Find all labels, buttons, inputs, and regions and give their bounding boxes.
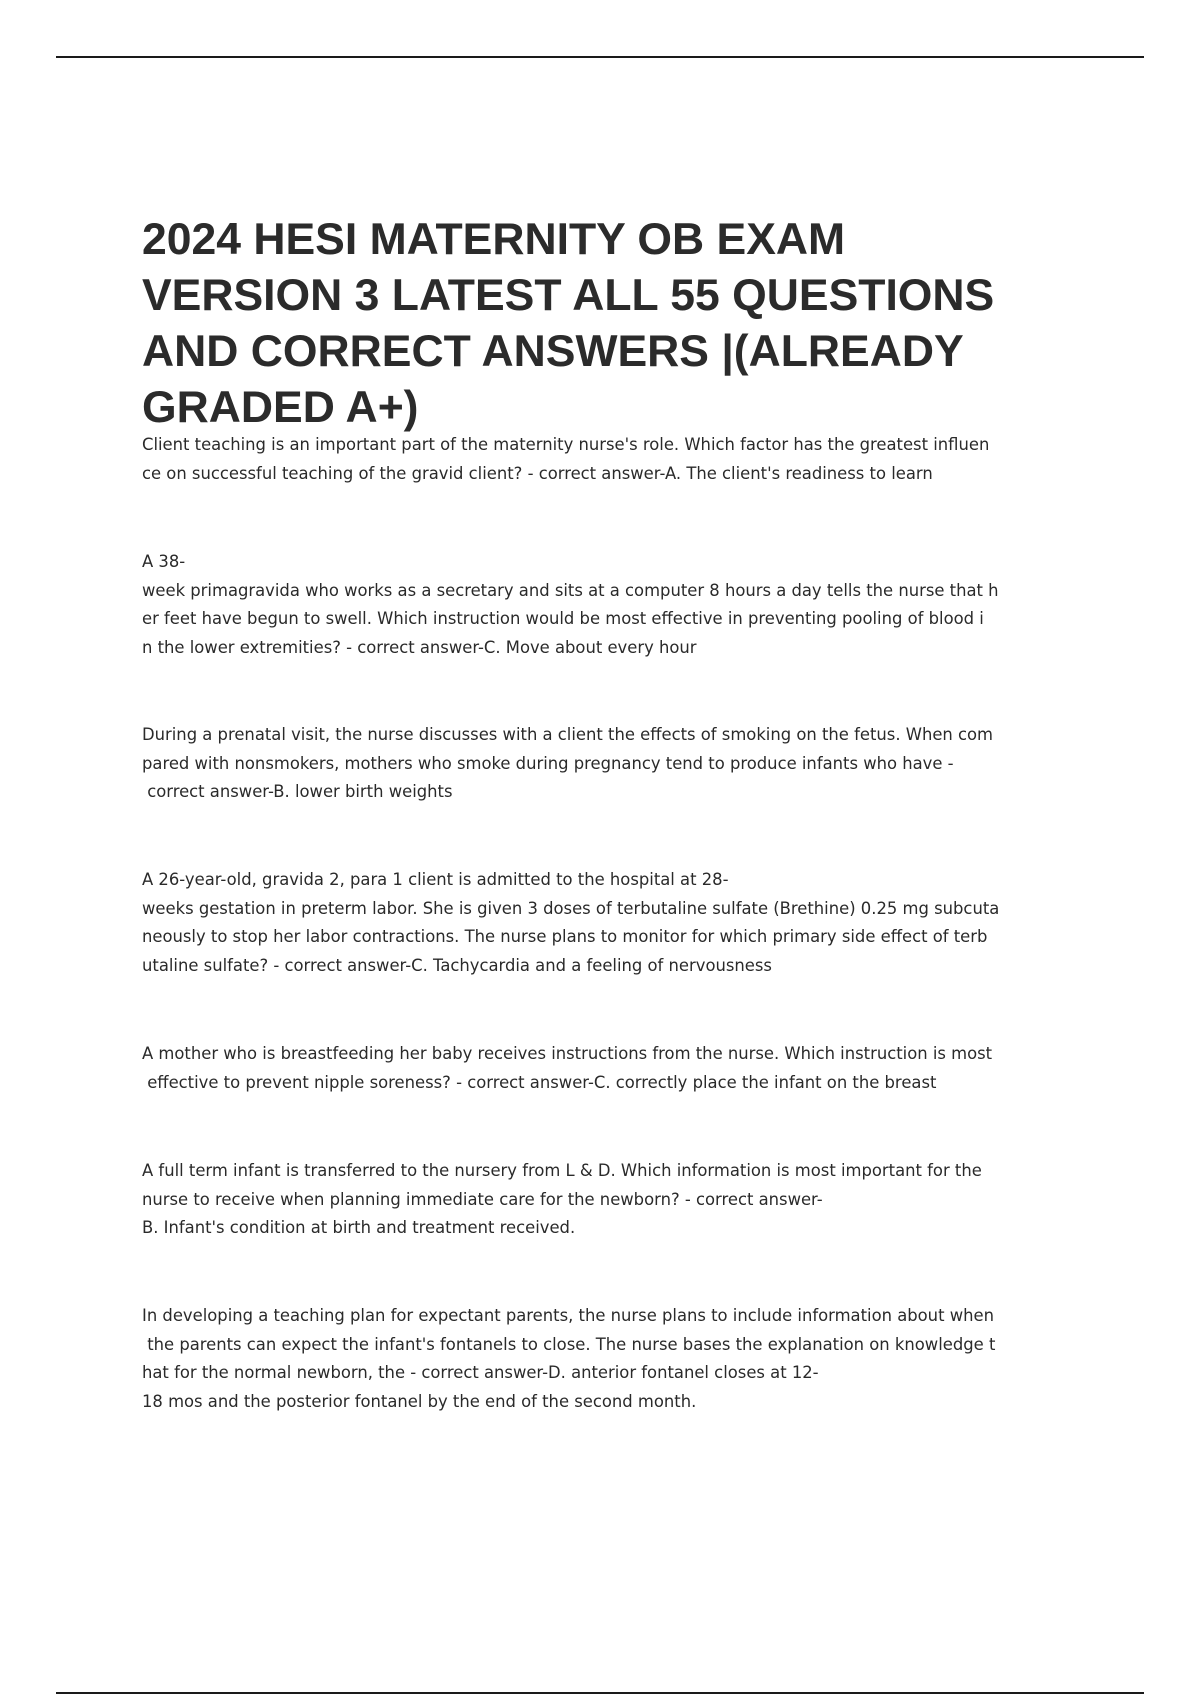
text-line: A 26-year-old, gravida 2, para 1 client is admitted to the hospital at 28- xyxy=(142,870,729,889)
question-answer-7 xyxy=(142,1302,1062,1416)
question-answer-1 xyxy=(142,431,1062,488)
text-line: n the lower extremities? - correct answer-C. Move about every hour xyxy=(142,637,697,657)
question-answer-5 xyxy=(142,1040,1062,1097)
text-line: pared with nonsmokers, mothers who smoke during pregnancy tend to produce infants who have - xyxy=(142,753,954,773)
question-answer-3 xyxy=(142,721,1062,807)
top-rule xyxy=(56,56,1144,58)
question-answer-6 xyxy=(142,1157,1062,1243)
text-line: the parents can expect the infant's fontanels to close. The nurse bases the explanation on knowledge t xyxy=(142,1334,996,1354)
bottom-rule xyxy=(56,1692,1144,1694)
question-answer-2 xyxy=(142,548,1062,662)
text-line: During a prenatal visit, the nurse discusses with a client the effects of smoking on the fetus. When com xyxy=(142,725,994,744)
text-line: Client teaching is an important part of the maternity nurse's role. Which factor has the greatest influen xyxy=(142,435,990,454)
question-answer-4 xyxy=(142,866,1062,980)
title-line: AND CORRECT ANSWERS |(ALREADY xyxy=(142,327,964,376)
text-line: weeks gestation in preterm labor. She is given 3 doses of terbutaline sulfate (Brethine) 0.25 mg subcuta xyxy=(142,898,1000,918)
text-line: hat for the normal newborn, the - correct answer-D. anterior fontanel closes at 12- xyxy=(142,1363,819,1382)
text-line: nurse to receive when planning immediate care for the newborn? - correct answer- xyxy=(142,1189,823,1209)
title-line: VERSION 3 LATEST ALL 55 QUESTIONS xyxy=(142,271,995,320)
text-line: correct answer-B. lower birth weights xyxy=(142,782,453,801)
text-line: neously to stop her labor contractions. The nurse plans to monitor for which primary side effect of terb xyxy=(142,927,988,946)
text-line: A full term infant is transferred to the nursery from L & D. Which information is most important for the xyxy=(142,1161,982,1180)
title-line: 2024 HESI MATERNITY OB EXAM xyxy=(142,215,846,264)
text-line: er feet have begun to swell. Which instruction would be most effective in preventing pooling of blood i xyxy=(142,609,984,628)
text-line: In developing a teaching plan for expectant parents, the nurse plans to include information about when xyxy=(142,1306,994,1325)
text-line: A mother who is breastfeeding her baby receives instructions from the nurse. Which instruction is most xyxy=(142,1044,993,1063)
text-line: ce on successful teaching of the gravid client? - correct answer-A. The client's readiness to learn xyxy=(142,463,933,483)
text-line: 18 mos and the posterior fontanel by the end of the second month. xyxy=(142,1391,697,1411)
text-line: B. Infant's condition at birth and treatment received. xyxy=(142,1218,576,1237)
text-line: week primagravida who works as a secretary and sits at a computer 8 hours a day tells the nurse that h xyxy=(142,580,999,600)
text-line: utaline sulfate? - correct answer-C. Tachycardia and a feeling of nervousness xyxy=(142,955,772,975)
text-line: effective to prevent nipple soreness? - correct answer-C. correctly place the infant on the breast xyxy=(142,1072,937,1092)
text-line: A 38- xyxy=(142,552,186,571)
document-title xyxy=(142,212,1072,436)
title-line: GRADED A+) xyxy=(142,383,419,432)
